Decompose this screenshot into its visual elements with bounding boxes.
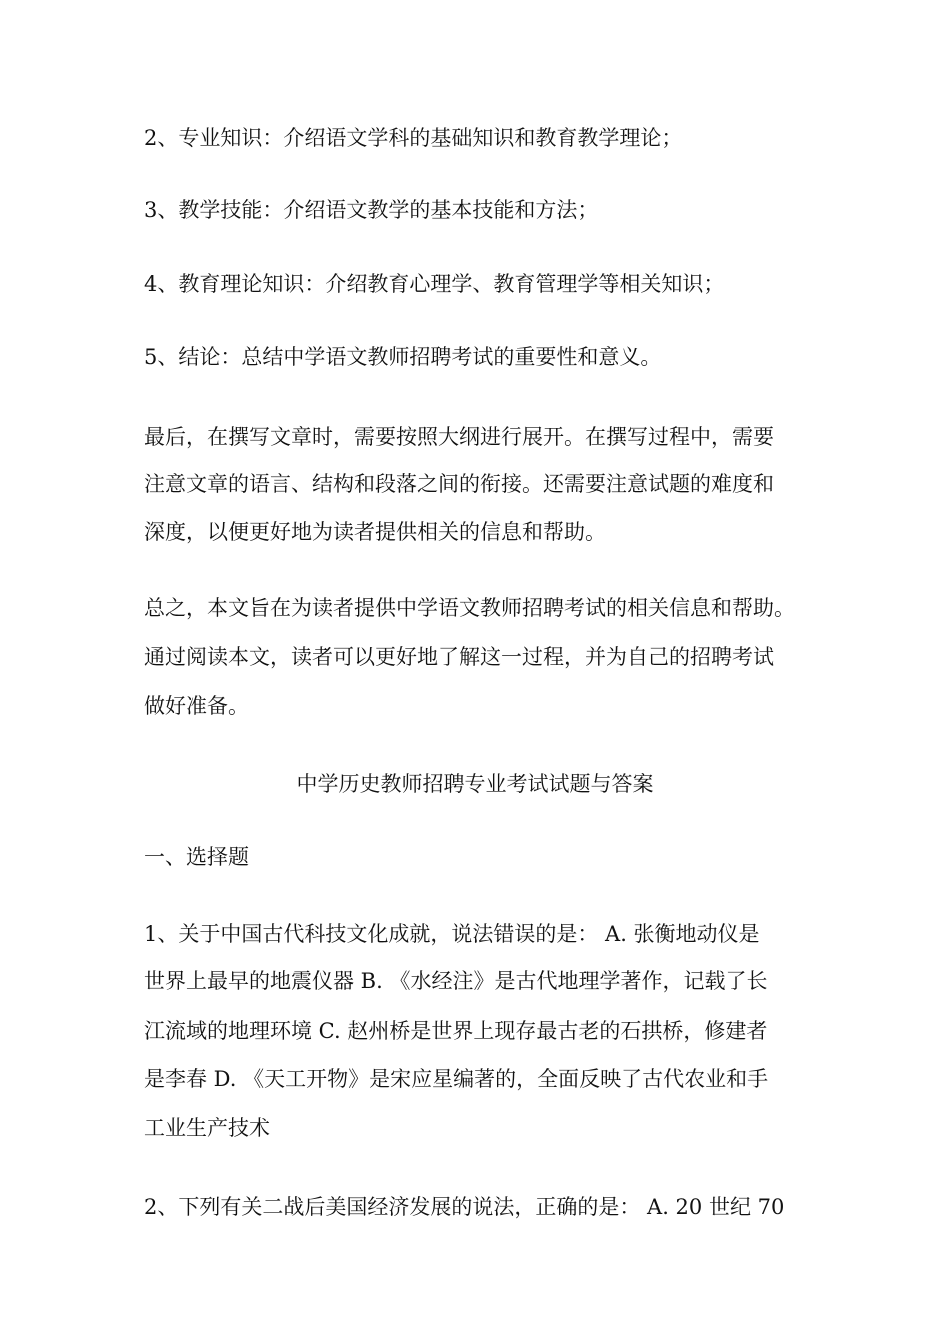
subsection-heading: 一、选择题	[144, 845, 249, 869]
paragraph-line: 总之，本文旨在为读者提供中学语文教师招聘考试的相关信息和帮助。	[144, 596, 795, 620]
question-line: 江流域的地理环境 C. 赵州桥是世界上现存最古老的石拱桥，修建者	[144, 1019, 768, 1043]
question-line: 工业生产技术	[144, 1116, 270, 1140]
question-line: 2、下列有关二战后美国经济发展的说法，正确的是： A. 20 世纪 70	[144, 1195, 785, 1219]
outline-item-4: 4、教育理论知识：介绍教育心理学、教育管理学等相关知识；	[144, 272, 725, 296]
paragraph-line: 做好准备。	[144, 694, 249, 718]
paragraph-line: 注意文章的语言、结构和段落之间的衔接。还需要注意试题的难度和	[144, 472, 774, 496]
paragraph-line: 通过阅读本文，读者可以更好地了解这一过程，并为自己的招聘考试	[144, 645, 774, 669]
question-line: 1、关于中国古代科技文化成就，说法错误的是： A. 张衡地动仪是	[144, 922, 760, 946]
outline-item-5: 5、结论：总结中学语文教师招聘考试的重要性和意义。	[144, 345, 662, 369]
outline-item-3: 3、教学技能：介绍语文教学的基本技能和方法；	[144, 198, 599, 222]
paragraph-line: 最后，在撰写文章时，需要按照大纲进行展开。在撰写过程中，需要	[144, 425, 774, 449]
section-title: 中学历史教师招聘专业考试试题与答案	[296, 772, 654, 796]
question-line: 世界上最早的地震仪器 B. 《水经注》是古代地理学著作，记载了长	[144, 969, 768, 993]
outline-item-2: 2、专业知识：介绍语文学科的基础知识和教育教学理论；	[144, 126, 683, 150]
question-line: 是李春 D. 《天工开物》是宋应星编著的，全面反映了古代农业和手	[144, 1067, 769, 1091]
paragraph-line: 深度，以便更好地为读者提供相关的信息和帮助。	[144, 520, 606, 544]
